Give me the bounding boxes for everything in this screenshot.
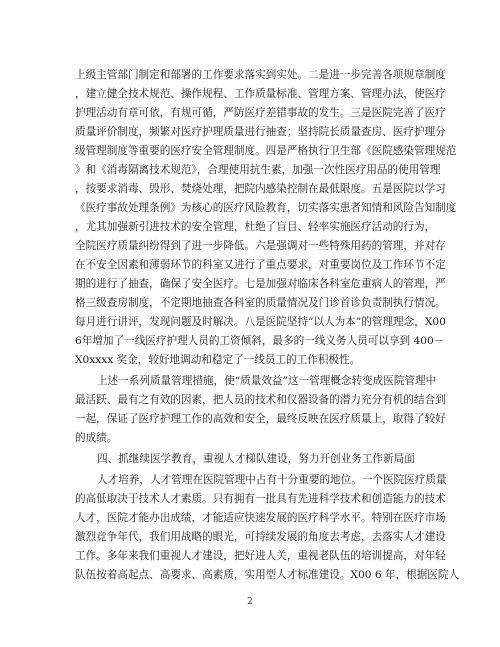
body-text-line: X0xxxx 奖金，较好地调动和稳定了一线员工的工作积极性。 xyxy=(75,354,361,366)
section-heading: 四、抓继续医学教育，重视人才梯队建设，努力开创业务工作新局面 xyxy=(97,453,415,465)
body-text-line: ，建立健全技术规范、操作规程、工作质量标准、管理方案、管理办法，使医疗 xyxy=(75,88,446,100)
body-text-line: ，按要求消毒、毁形、焚烧处理，把院内感染控制在最低限度。五是医院以学习 xyxy=(75,183,446,195)
body-text-line: 上级主管部门制定和部署的工作要求落实到实处。二是进一步完善各项规章制度 xyxy=(75,69,446,81)
body-text-line: 队伍按着高起点、高要求、高素质，实用型人才标准建设。X00 6 年，根据医院人 xyxy=(75,569,460,581)
body-text-line: 》和《消毒隔离技术规范》，合理使用抗生素，加强一次性医疗用品的使用管理 xyxy=(75,164,441,176)
page-number: 2 xyxy=(247,597,253,607)
body-text-line: 最活跃、最有之有效的因素，把人员的技术和仪器设备的潜力充分有机的结合到 xyxy=(75,394,446,406)
body-text-line: ，尤其加强新引进技术的安全管理，杜绝了盲目、轻率实施医疗活动的行为， xyxy=(75,221,436,233)
body-text-line: 的成绩。 xyxy=(75,432,118,444)
body-text-line: 每月进行讲评，发现问题及时解决。八是医院坚持“以人为本”的管理理念，X00 xyxy=(75,316,446,328)
body-text-line: 全院医疗质量纠纷得到了进一步降低。六是强调对一些特殊用药的管理，并对存 xyxy=(75,240,446,252)
body-text-line: 工作。多年来我们重视人才建设，把好进人关，重视老队伍的培训提高，对年轻 xyxy=(75,550,446,562)
body-text-line: 质量评价制度，频繁对医疗护理质量进行抽查；坚持院长质量查房、医疗护理分 xyxy=(75,126,446,138)
body-text-line: 级管理制度等重要的医疗安全管理制度。四是严格执行卫生部《医院感染管理规范 xyxy=(75,145,457,157)
body-text-line: 的高低取决于技术人才素质。只有拥有一批具有先进科学技术和创造能力的技术 xyxy=(75,493,446,505)
body-text-line: 期的进行了抽查，确保了安全医疗。七是加强对临床各科室危重病人的管理，严 xyxy=(75,278,446,290)
body-text-line: 护理活动有章可依，有规可循，严防医疗差错事故的发生。三是医院完善了医疗 xyxy=(75,107,446,119)
body-text-line: 6年增加了一线医疗护理人员的工资倾斜，最多的一线义务人员可以享到 400－ xyxy=(75,335,445,347)
body-text-line: 上述一系列质量管理措施，使“质量效益”这一管理概念转变成医院管理中 xyxy=(97,375,437,387)
body-text-line: 格三级查房制度，不定期地抽查各科室的质量情况及门诊首诊负责制执行情况。 xyxy=(75,297,446,309)
body-text-line: 一起，保证了医疗护理工作的高效和安全，最终反映在医疗质量上，取得了较好 xyxy=(75,413,446,425)
body-text-line: 人才，医院才能办出成绩，才能适应快速发展的医疗科学水平。特别在医疗市场 xyxy=(75,512,446,524)
body-text-line: 人才培养，人才管理在医院管理中占有十分重要的地位。一个医院医疗质量 xyxy=(97,474,447,486)
body-text-line: 《医疗事故处理条例》为核心的医疗风险教育，切实落实患者知情和风险告知制度 xyxy=(75,202,457,214)
body-text-line: 激烈竞争年代，我们用战略的眼光，可持续发展的角度去考虑，去落实人才建设 xyxy=(75,531,446,543)
body-text-line: 在不安全因素和薄弱环节的科室又进行了重点要求，对重要岗位及工作环节不定 xyxy=(75,259,446,271)
